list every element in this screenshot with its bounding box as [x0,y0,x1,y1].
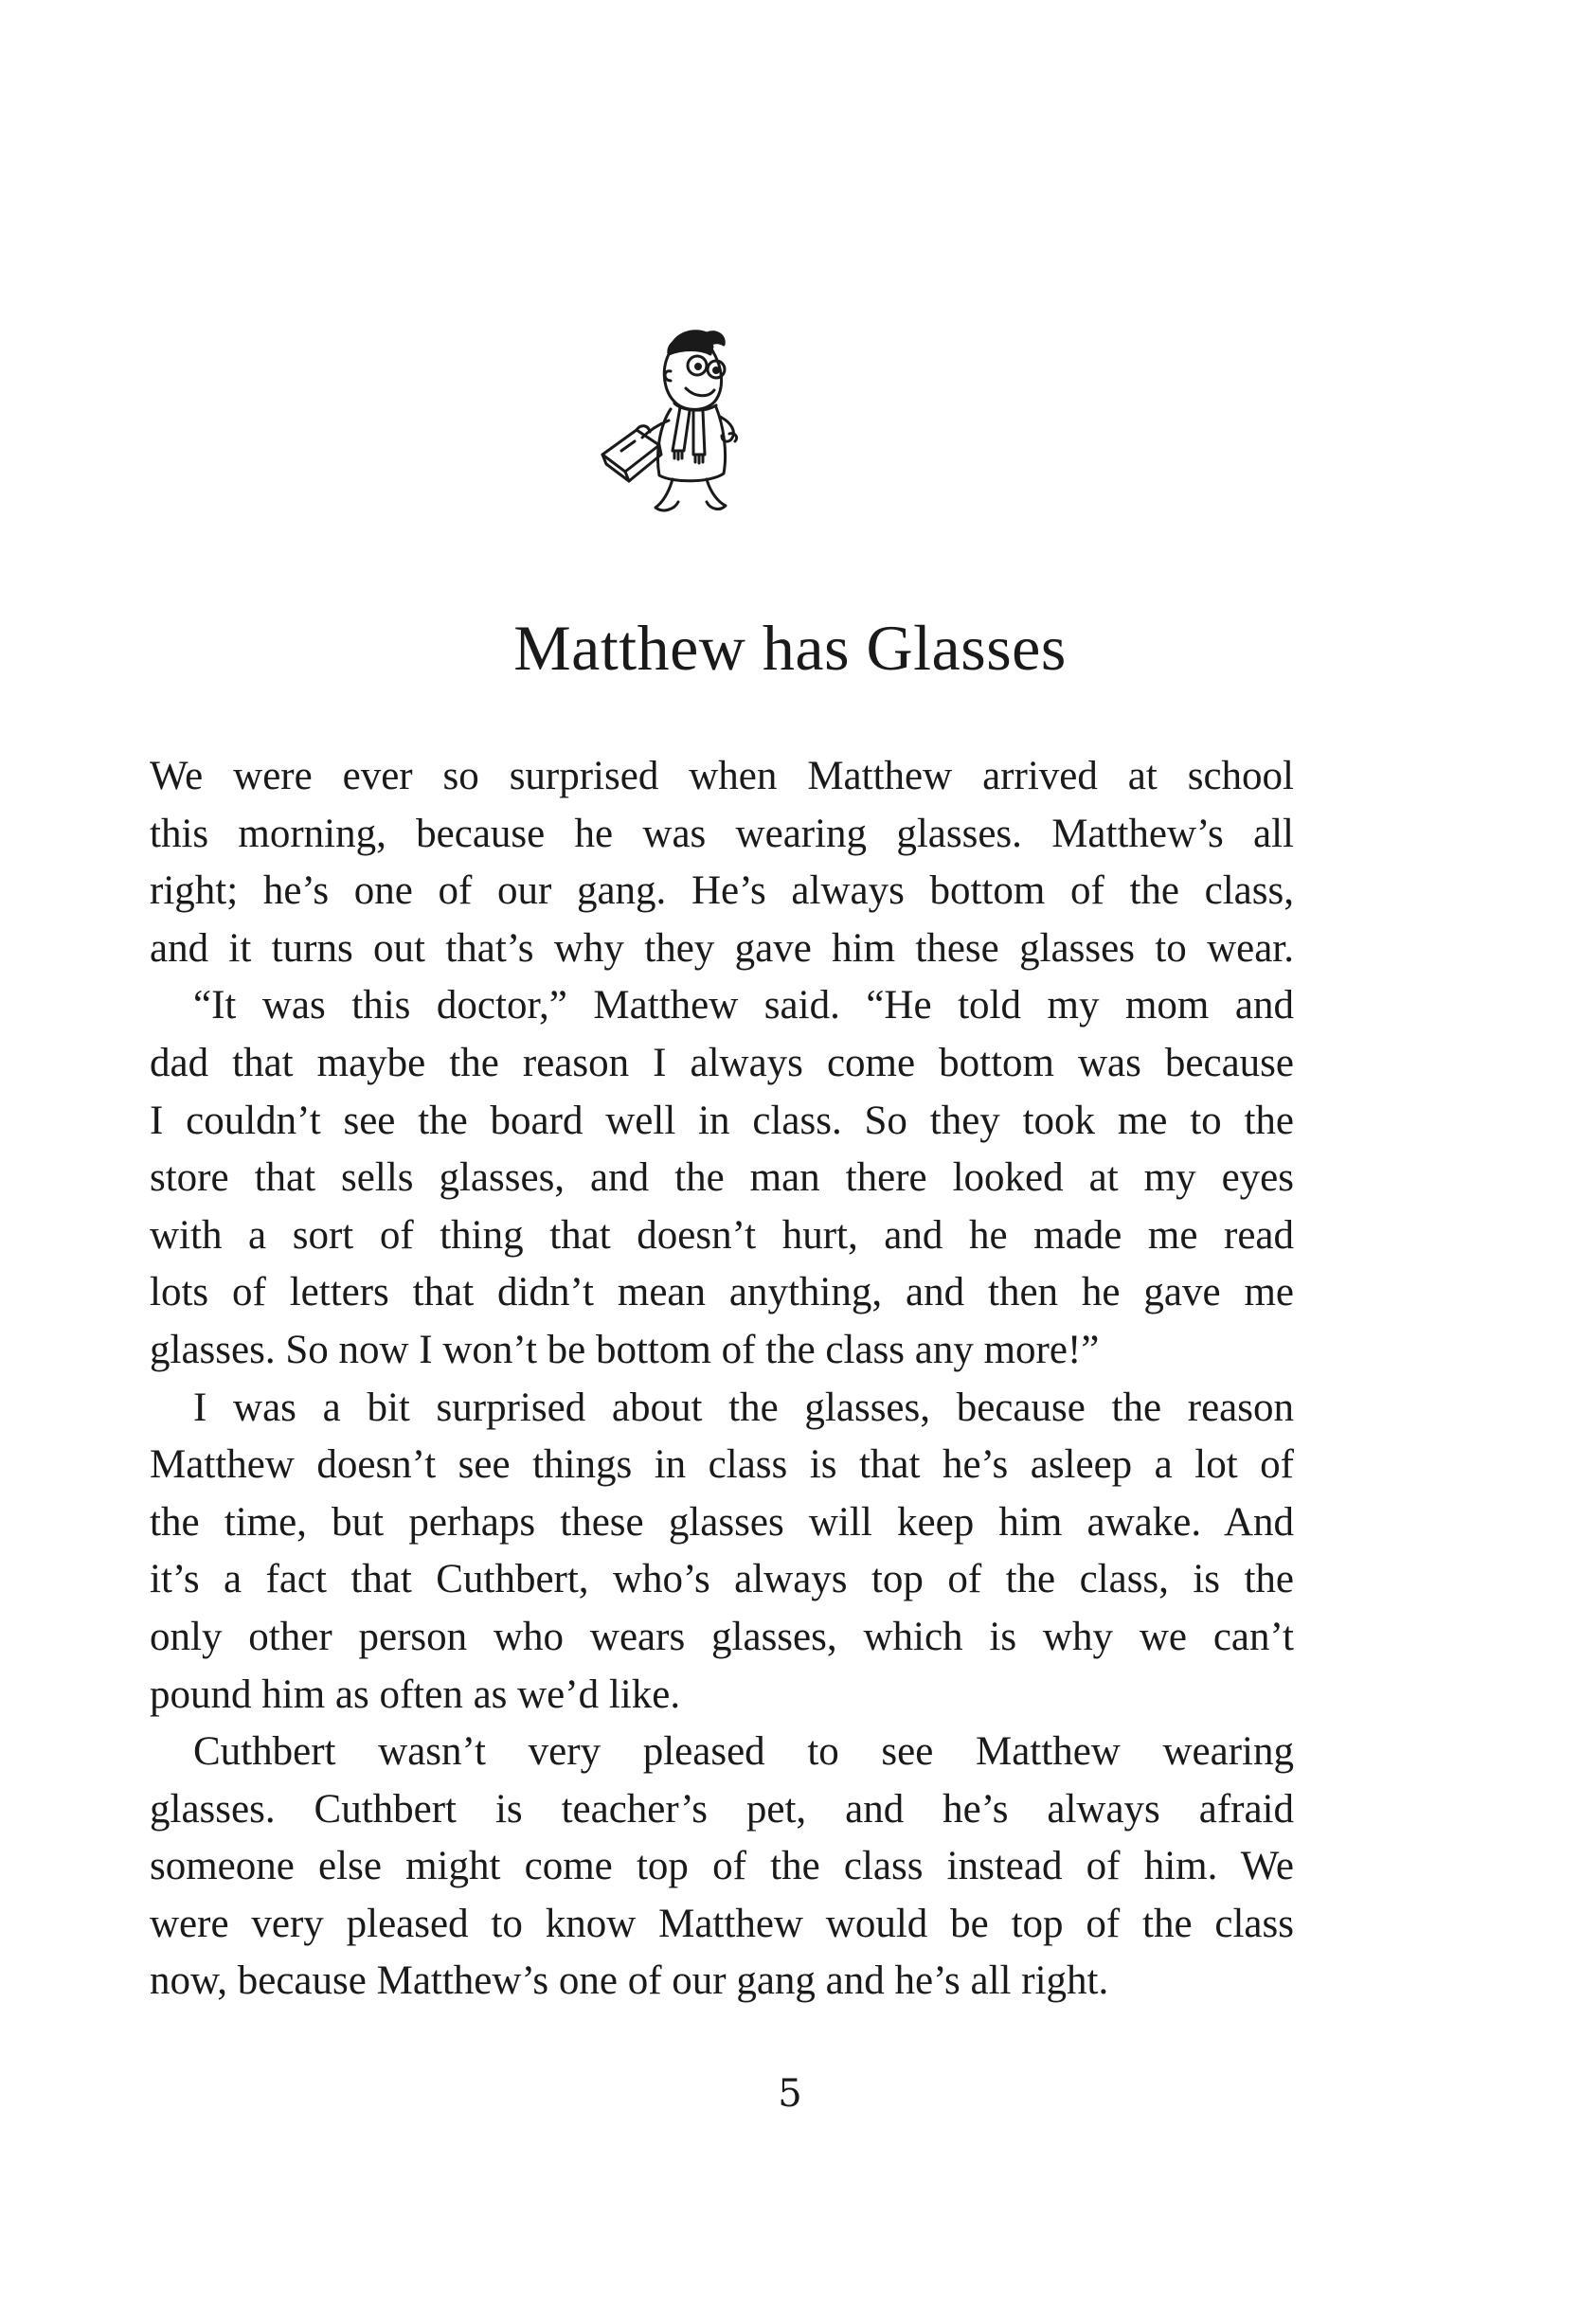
text-line: the time, but perhaps these glasses will keep him awake. And [150,1499,1294,1545]
paragraph-3 [150,1380,1294,1725]
paragraph-4 [150,1724,1294,2011]
text-line: lots of letters that didn’t mean anything, and then he gave me [150,1270,1294,1315]
text-line: dad that maybe the reason I always come bottom was because [150,1040,1294,1085]
text-line: Cuthbert wasn’t very pleased to see Matthew wearing [193,1729,1294,1775]
text-line: I was a bit surprised about the glasses, because the reason [193,1385,1294,1430]
chapter-title: Matthew has Glasses [513,612,1067,684]
chapter-body [150,748,1294,2011]
text-line: glasses. So now I won’t be bottom of the class any more!” [150,1327,1100,1372]
text-line: now, because Matthew’s one of our gang and he’s all right. [150,1958,1109,2004]
text-line: store that sells glasses, and the man there looked at my eyes [150,1155,1294,1201]
text-line: pound him as often as we’d like. [150,1671,681,1717]
text-line: only other person who wears glasses, which is why we can’t [150,1614,1294,1659]
text-line: I couldn’t see the board well in class. So they took me to the [150,1098,1294,1143]
text-line: this morning, because he was wearing glasses. Matthew’s all [150,811,1294,856]
text-line: We were ever so surprised when Matthew arrived at school [150,754,1294,798]
text-line: Matthew doesn’t see things in class is that he’s asleep a lot of [150,1442,1294,1488]
text-line: with a sort of thing that doesn’t hurt, and he made me read [150,1212,1294,1258]
paragraph-2 [150,977,1294,1379]
text-line: were very pleased to know Matthew would be top of the class [150,1901,1294,1946]
text-line: someone else might come top of the class instead of him. We [150,1844,1294,1889]
text-line: “It was this doctor,” Matthew said. “He told my mom and [193,983,1294,1028]
page-number: 5 [778,2072,802,2116]
text-line: right; he’s one of our gang. He’s always bottom of the class, [150,868,1294,914]
text-line: glasses. Cuthbert is teacher’s pet, and he’s always afraid [150,1786,1294,1832]
paragraph-1 [150,748,1294,977]
text-line: it’s a fact that Cuthbert, who’s always top of the class, is the [150,1557,1294,1602]
boy-with-glasses-illustration [568,313,796,540]
text-line: and it turns out that’s why they gave him these glasses to wear. [150,925,1294,971]
